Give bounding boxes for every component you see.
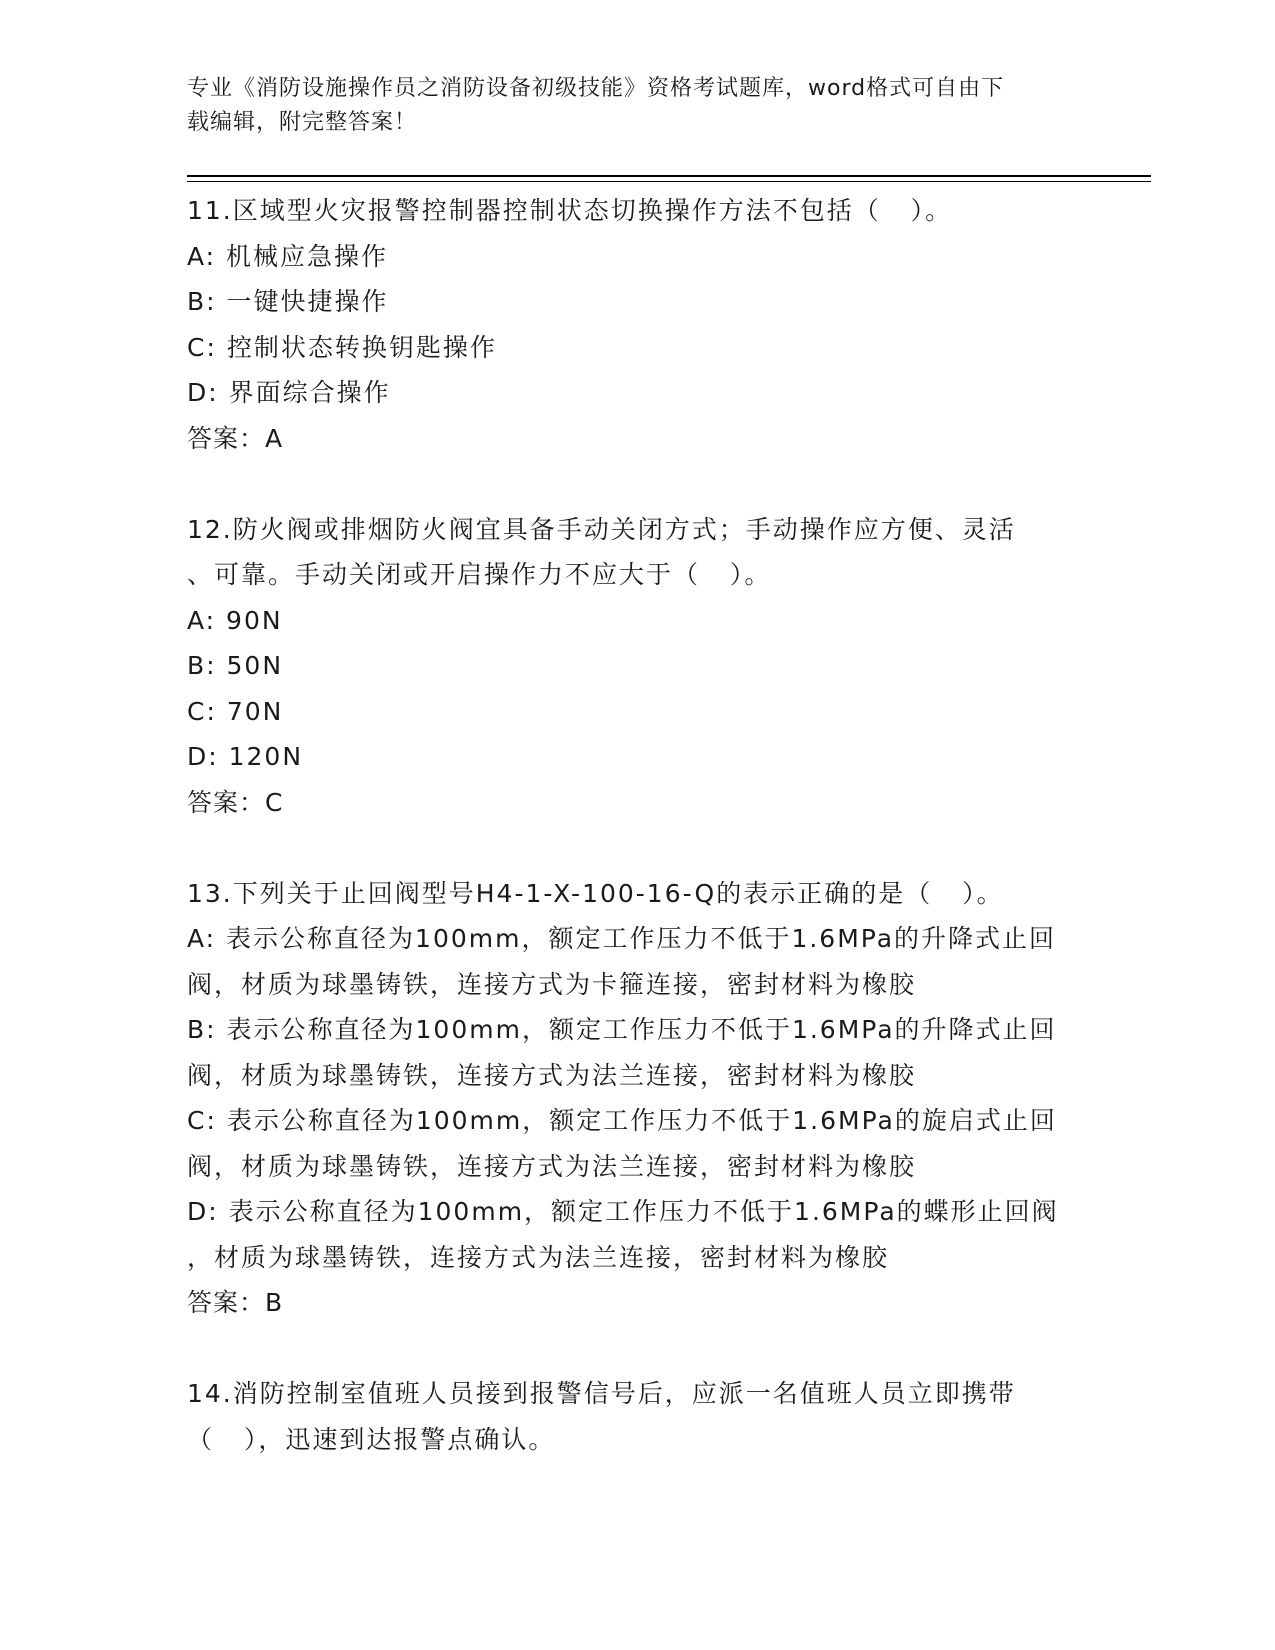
question-option: C: 表示公称直径为100mm，额定工作压力不低于1.6MPa的旋启式止回: [187, 1106, 1057, 1135]
question-option: 阀，材质为球墨铸铁，连接方式为法兰连接，密封材料为橡胶: [187, 1151, 917, 1181]
answer-label: 答案：C: [187, 787, 284, 817]
question-block: [187, 507, 1087, 826]
header-divider-thick: [187, 175, 1151, 177]
question-option: 阀，材质为球墨铸铁，连接方式为卡箍连接，密封材料为橡胶: [187, 969, 917, 999]
question-spacer: [187, 825, 1087, 871]
question-option: A: 90N: [187, 605, 283, 635]
question-option: B: 一键快捷操作: [187, 287, 389, 316]
answer-label: 答案：A: [187, 423, 284, 453]
question-option: D: 表示公称直径为100mm，额定工作压力不低于1.6MPa的蝶形止回阀: [187, 1197, 1059, 1226]
question-stem: 12.防火阀或排烟防火阀宜具备手动关闭方式；手动操作应方便、灵活: [187, 514, 1016, 544]
question-option: C: 70N: [187, 696, 284, 726]
question-option: C: 控制状态转换钥匙操作: [187, 332, 497, 362]
question-block: [187, 871, 1087, 1326]
document-header: [187, 72, 1067, 140]
question-spacer: [187, 1326, 1087, 1372]
question-option: D: 120N: [187, 742, 304, 771]
question-stem: 13.下列关于止回阀型号H4-1-X-100-16-Q的表示正确的是（ ）。: [187, 878, 1004, 908]
question-list: [187, 188, 1087, 1462]
question-option: B: 50N: [187, 651, 284, 680]
question-option: D: 界面综合操作: [187, 378, 391, 407]
question-option: 阀，材质为球墨铸铁，连接方式为法兰连接，密封材料为橡胶: [187, 1060, 917, 1090]
question-option: ，材质为球墨铸铁，连接方式为法兰连接，密封材料为橡胶: [187, 1242, 890, 1272]
header-line-2: 载编辑，附完整答案！: [187, 110, 418, 135]
question-option: B: 表示公称直径为100mm，额定工作压力不低于1.6MPa的升降式止回: [187, 1015, 1057, 1044]
answer-label: 答案：B: [187, 1288, 284, 1317]
question-block: [187, 188, 1087, 461]
question-spacer: [187, 461, 1087, 507]
question-stem: 、可靠。手动关闭或开启操作力不应大于（ ）。: [187, 560, 772, 589]
question-option: A: 表示公称直径为100mm，额定工作压力不低于1.6MPa的升降式止回: [187, 924, 1057, 953]
header-divider-thin: [187, 181, 1151, 182]
header-line-1: 专业《消防设施操作员之消防设备初级技能》资格考试题库，word格式可自由下: [187, 76, 1005, 101]
question-block: [187, 1371, 1087, 1462]
question-option: A: 机械应急操作: [187, 241, 389, 271]
question-stem: 11.区域型火灾报警控制器控制状态切换操作方法不包括（ ）。: [187, 196, 953, 225]
question-stem: （ ），迅速到达报警点确认。: [187, 1424, 556, 1454]
question-stem: 14.消防控制室值班人员接到报警信号后，应派一名值班人员立即携带: [187, 1379, 1016, 1408]
